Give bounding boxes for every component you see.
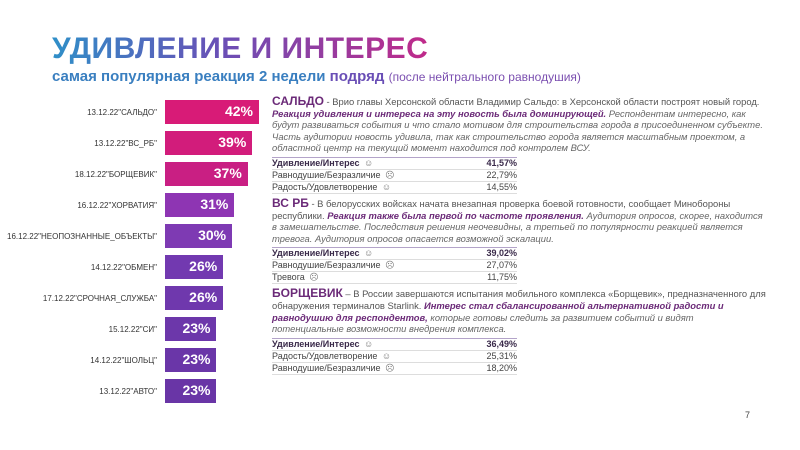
bar-category-label: 13.12.22"АВТО" xyxy=(99,387,157,396)
bar xyxy=(165,317,216,341)
stat-value: 25,31% xyxy=(486,350,517,361)
smile-icon: ☺ xyxy=(381,350,392,361)
bar-value-label: 23% xyxy=(182,382,211,398)
bar-value-label: 39% xyxy=(218,134,247,150)
smile-icon: ☺ xyxy=(364,248,374,259)
bar-category-label: 18.12.22"БОРЩЕВИК" xyxy=(74,170,157,179)
page-number: 7 xyxy=(744,410,750,420)
reaction-bar-chart xyxy=(0,96,262,406)
stat-label: Радость/Удовлетворение xyxy=(272,350,378,361)
stat-row xyxy=(272,248,517,260)
bar-value-label: 26% xyxy=(189,258,218,274)
smile-icon: ☺ xyxy=(381,181,392,192)
frown-icon: ☹ xyxy=(385,362,395,373)
block-emphasis: Реакция удивления и интереса на эту новость была доминирующей. xyxy=(272,107,607,119)
stat-label: Равнодушие/Безразличие xyxy=(272,362,381,373)
bar xyxy=(165,255,223,279)
bar xyxy=(165,162,248,186)
bar-value-label: 31% xyxy=(200,196,229,212)
bar-category-label: 14.12.22"ШОЛЬЦ" xyxy=(90,356,157,365)
stat-row xyxy=(272,260,517,272)
stat-label: Удивление/Интерес xyxy=(272,157,360,168)
bar xyxy=(165,100,259,124)
block-intro: - В белорусских войсках начата внезапная проверка боевой готовности, сообщает Минобороны республики. xyxy=(272,197,731,221)
stat-value: 27,07% xyxy=(486,260,517,271)
bar-value-label: 30% xyxy=(198,227,227,243)
stats-table xyxy=(272,157,517,194)
stat-value: 41,57% xyxy=(486,157,517,168)
stat-row xyxy=(272,170,517,182)
block-heading: БОРЩЕВИК xyxy=(272,286,343,301)
stat-value: 18,20% xyxy=(486,362,517,373)
smile-icon: ☺ xyxy=(364,157,374,168)
subtitle-main: самая популярная реакция 2 недели xyxy=(52,68,330,85)
bar xyxy=(165,193,234,217)
stats-table xyxy=(272,338,517,375)
stat-value: 14,55% xyxy=(486,181,517,192)
block-heading: ВС РБ xyxy=(272,195,309,210)
bar-category-label: 13.12.22"САЛЬДО" xyxy=(87,108,157,117)
stat-label: Удивление/Интерес xyxy=(272,248,360,259)
stat-row xyxy=(272,363,517,375)
stat-label: Равнодушие/Безразличие xyxy=(272,169,381,180)
bar xyxy=(165,286,223,310)
stat-row xyxy=(272,182,517,194)
bar-category-label: 13.12.22"ВС_РБ" xyxy=(94,139,157,148)
bar-value-label: 37% xyxy=(213,165,242,181)
page-title: УДИВЛЕНИЕ И ИНТЕРЕС xyxy=(52,32,429,65)
block-heading: САЛЬДО xyxy=(272,94,324,108)
stat-row xyxy=(272,272,517,284)
page-subtitle xyxy=(52,68,581,85)
stat-value: 36,49% xyxy=(486,338,517,349)
bar xyxy=(165,379,216,403)
block-text: которые готовы следить за развитием событий и видят потенциальные возможности внедрения комплекса. xyxy=(272,311,694,335)
block-text: Аудитория опросов, скорее, находится в замешательстве. Последствия решения неочевидны, а третьей по популярности реакцией является тревога. Аудитория опросов опасается возможной эскалации. xyxy=(272,209,763,244)
frown-icon: ☹ xyxy=(385,260,395,271)
stat-value: 11,75% xyxy=(487,272,517,283)
bar-category-label: 14.12.22"ОБМЕН" xyxy=(90,263,157,272)
bar xyxy=(165,131,252,155)
stat-row xyxy=(272,351,517,363)
bar-value-label: 23% xyxy=(182,320,211,336)
bar-category-label: 17.12.22"СРОЧНАЯ_СЛУЖБА" xyxy=(42,294,157,303)
stat-label: Тревога xyxy=(272,272,305,283)
block-text: Респондентам интересно, как будут развиваться события и что стало мотивом для строительства города в присоединенном субъекте. Часть аудитории новость удивила, так как строительство города является масштабным проектом, а областной центр на текущий момент находится под контролем ВСУ. xyxy=(272,107,763,154)
news-block-vs-rb xyxy=(272,195,767,284)
news-block-borshchevik xyxy=(272,288,767,374)
block-intro: - Врио главы Херсонской области Владимир Сальдо: в Херсонской области построят новый город. xyxy=(323,96,760,107)
stat-value: 39,02% xyxy=(486,248,517,259)
bar-value-label: 42% xyxy=(224,103,253,119)
block-emphasis: Реакция также была первой по частоте проявления. xyxy=(327,209,584,221)
smile-icon: ☺ xyxy=(364,338,374,349)
stat-row xyxy=(272,158,517,170)
subtitle-note: (после нейтрального равнодушия) xyxy=(388,70,581,84)
stat-row xyxy=(272,339,517,351)
bar xyxy=(165,224,232,248)
bar-value-label: 26% xyxy=(189,289,218,305)
news-block-saldo xyxy=(272,96,767,194)
bar-value-label: 23% xyxy=(182,351,211,367)
block-intro: – В России завершаются испытания мобильного комплекса «Борщевик», предназначенного для обнаружения терминалов Starlink. xyxy=(272,288,766,311)
block-emphasis: Интерес стал сбалансированной альтернативной радости и равнодушию для респондентов, xyxy=(272,299,724,323)
bar-category-label: 16.12.22"ХОРВАТИЯ" xyxy=(77,201,157,210)
bar xyxy=(165,348,216,372)
stat-label: Равнодушие/Безразличие xyxy=(272,260,381,271)
bar-category-label: 15.12.22"СИ" xyxy=(108,325,157,334)
stats-table xyxy=(272,247,517,284)
news-blocks xyxy=(272,96,767,379)
frown-icon: ☹ xyxy=(385,169,395,180)
stat-label: Удивление/Интерес xyxy=(272,338,360,349)
bar-category-label: 16.12.22"НЕОПОЗНАННЫЕ_ОБЪЕКТЫ" xyxy=(7,232,157,241)
subtitle-highlight: подряд xyxy=(329,68,385,85)
stat-label: Радость/Удовлетворение xyxy=(272,181,378,192)
frown-icon: ☹ xyxy=(309,272,319,283)
stat-value: 22,79% xyxy=(486,169,517,180)
